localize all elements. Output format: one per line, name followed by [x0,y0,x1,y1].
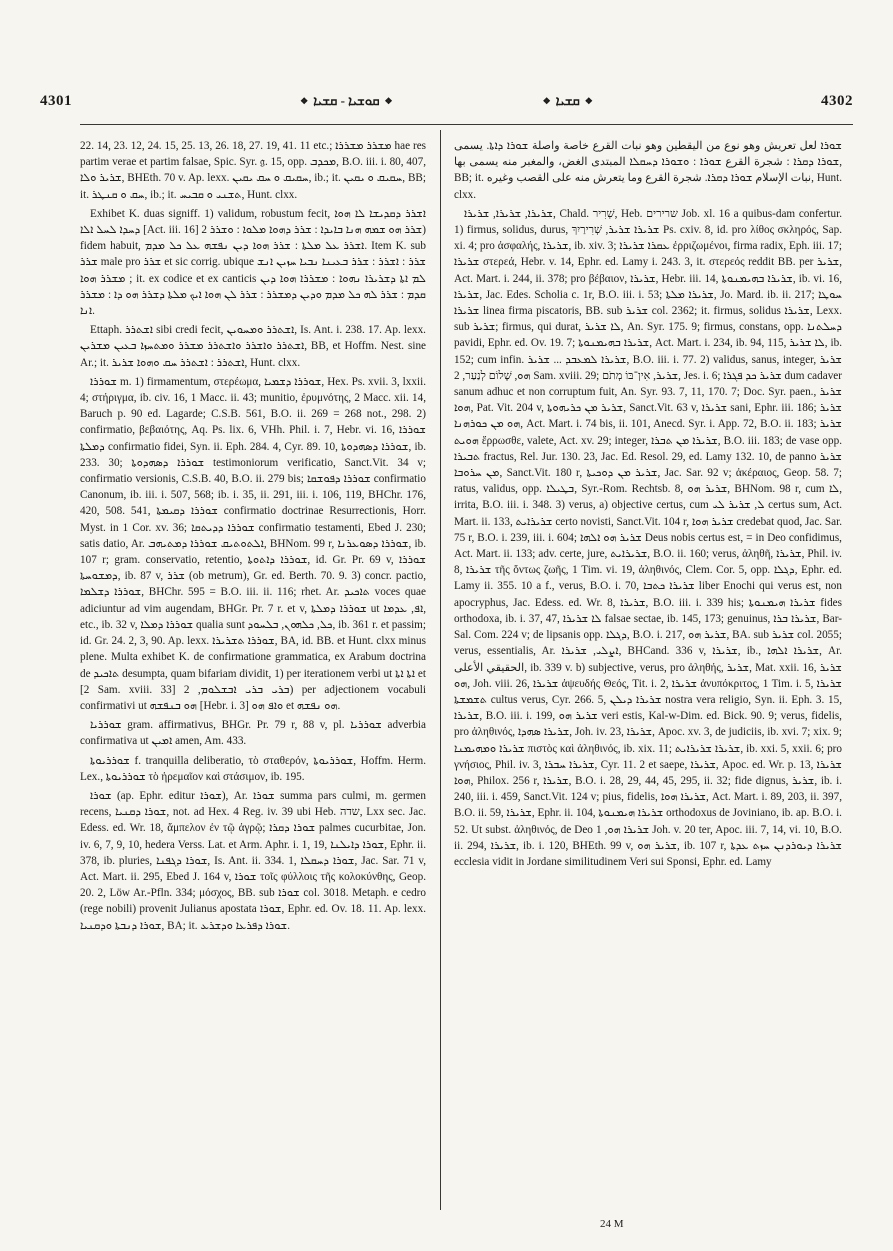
page-header [40,88,853,114]
ornament-icon: ❖ [384,95,393,106]
entry-paragraph: 22. 14, 23. 12, 24. 15, 25. 13, 26. 18, 27. 19, 41. 11 etc.; ܡܫܪܪ ܡܫܪܪܐ hae res partim verae et partim falsae, Spic. Syr. 𝔤. 15, opp. ܡܟܕܒ, B.O. iii. i. 80, 407, ܫܪܝܪ ܘܠܐ, BHEth. 70 v. Ap. lexx. ܚܩܝܩ ܘ ܚܩ ܝܩܝܢ, ib.; it. ܚܩܝܩ ܘ ܝܩܝܢ, BB; it. ܚܩ ܘ ܩܢܛܪ, ib.; it. ܬܫܢܝ ܘ ܩܒܝܚ, Hunt. clxx. [80,140,426,201]
entry-paragraph: ܫܪܝܪܐ, ܫܪܝܪܐ, ܫܪܝܪܐ, Chald. שְׁרִיר, Heb. שרירים Job. xl. 16 a quibus-dam confertur. 1) firmus, solidus, durus, ܫܪܝܪܐ ܫܪܝܪ, שְׁרִירַיִךְ Ps. cxiv. 8, id. pro λίθος σκληρός, Sap. xi. 4; pro ἀσφαλής, ܫܪܝܪܐ, ib. xiv. 3; ܥܩܪܐ ܫܪܝܪܐ ἐρριζωμένοι, firma radix, Eph. iii. 17; ܫܪܝܪܐ στερεά, Hebr. v. 14, Ephr. ed. Lamy i. 243. 3, it. στερεός reddit BB. per ܫܪܝܪ, Act. Mart. i. 244, ii. 378; pro βέβαιον, ܫܪܝܪܐ, Hebr. iii. 14, ܫܪܝܪܐ ܒܗܝܡܢܘܬܐ, ib. vi. 16, ܫܪܝܪܐ, Jac. Edes. Scholia c. 1r, B.O. iii. i. 53; ܫܪܝܪܐ ܡܠܬܐ, Jo. Mard. ib. ii. 217; ܚܘܛܐ ܫܪܝܪܐ linea firma piscatoris, BB. sub ܫܪܝܪ col. 2362; it. firmus, solidus ܫܪܝܪܐ, Lexx. sub ܫܪܝܪ; firmus, qui durat, ܠܐ ܫܪܝܪ, An. Syr. 175. 9; firmus, constans, opp. ܕܚܠܬܢܐ pavidi, Ephr. ed. Ov. 19. 7; ܫܪܝܪܐ ܒܗܝܡܢܘܬܐ, Act. Mart. i. 234, ib. 94, 115, ܠܐ ܫܪܝܪ, ib. 152; cum infin. ܫܪܝܪܐ ܠܡܥܒܕ ... ܫܪܝܪ, B.O. iii. i. 77. 2) validus, sanus, integer, ܫܪܝܪ ܗܘ, שָׁלוֹם לְנַעַר, 2 Sam. xviii. 29; ܫܪܝܪ, אִין־בּוֹ מְתֹם, Jes. i. 6; ܫܪܝܪ ܟܕ ܦܓܪܐ dum cadaver sanum adhuc et non corruptum fuit, An. Syr. 93. 7, 11, 170. 7; Doc. Syr. paen., ܫܪܝܪ ܗܘܐ, Pat. Vit. 204 v, ܫܪܝܪ ܡܢ ܟܪܝܗܘܬܐ, Sanct.Vit. 63 v, ܫܪܝܪܐ sani, Ephr. iii. 186; ܫܪܝܪ ܗܘ ܡܢ ܟܘܪܗܢܐ, Act. Mart. i. 74 bis, ii. 101, Anecd. Syr. i. App. 72, B.O. ii. 183; ܫܪܝܪ ܗܘܝܬ ἔρρωσθε, valete, Act. xv. 29; integer, ܫܪܝܪܐ ܡܢ ܬܒܪܐ, B.O. iii. 183; de vase opp. ܬܒܝܪܐ fractus, Rel. Jur. 130. 23, Jac. Ed. Resol. 29, ed. Lamy 132. 10, de panno ܫܪܝܪ ܡܢ ܚܪܘܒܐ, Sanct.Vit. 180 r, ܫܪܝܪ ܡܢ ܕܘܟܝܬܐ, Jac. Sar. 92 v; ἀκέραιος, Geop. 58. 7; ratus, validus, opp. ܒܛܝܠܐ, Syr.-Rom. Rechtsb. 8, ܫܪܝܪ ܗܘ, BHNom. 98 r, cum ܠܐ, irrita, B.O. iii. i. 348. 3) verus, a) objective certus, cum ܠ, ܫܪܝܪ ܠܝ certus sum, Act. Mart. ii. 133, ܫܪܝܪܐܝܬ certo novisti, Sanct.Vit. 104 r, ܫܪܝܪ ܗܘܐ credebat quod, Jac. Sar. 75 r, B.O. i. 239, iii. i. 604; ܫܪܝܪ ܗܘ ܐܠܗܐ Deus nobis certus est, = in Deo confidimus, Act. Mart. ii. 133; adv. certe, jure, ܫܪܝܪܐܝܬ, B.O. ii. 160; verus, ἀληθῆ, ܫܪܝܪܐ, Phil. iv. 8, ܫܪܝܪܐ τῆς ὄντως ζωῆς, 1 Tim. vi. 19, ἀληθινός, Clem. Cor. 5, opp. ܕܓܠܐ, Ephr. ed. Lamy ii. 355. 10 a f., verus, B.O. i. 70, ܫܪܝܪܐ ܟܬܒܐ liber Enochi qui verus est, non apocryphus, Jac. Edess. ed. Wr. 8, ܫܪܝܪܐ, B.O. iii. i. 339 his; ܫܪܝܪܐ ܗܝܡܢܘܬܐ fides orthodoxa, ib. i. 37, 47, ܠܐ ܫܪܝܪܐ falsae sectae, ib. 145, 173; genuinus, ܫܪܝܪܐ ܒܪܐ, Bar-Sal. Com. 224 v; de lipsanis opp. ܕܓܠܐ, B.O. i. 217, ܫܪܝܪ ܗܘ, BA. sub ܫܪܝܪ col. 2055; verus, essentialis, Ar. ܐܨܠܝ, ܫܪܝܪܐ, BHCand. 336 v, ܫܪܝܪܐ, ib., ܫܪܝܪܐ ܐܠܗܐ, Ar. الحقيقي الأعلى, ib. 339 v. b) subjective, verus, pro ἀληθής, ܫܪܝܪ, Mat. xxii. 16, ܫܪܝܪ ܗܘ, Joh. viii. 26, ܫܪܝܪܐ ἀψευδής Θεός, Tit. i. 2, ܫܪܝܪܐ ἀνυπόκριτος, 1 Tim. i. 5, ܫܪܝܪܐ ܬܫܡܫܬܐ cultus verus, Cyr. 266. 5, ܫܪܝܪܐ ܕܝܠܢ nostra vera religio, Syn. ii. Eph. 3. 15, ܫܪܝܪܐ, B.O. iii. i. 199, ܫܪܝܪ ܗܘ veri estis, Kal-w-Dim. ed. Bick. 90. 9; verus, fidelis, pro ἀληθινός, ܫܪܝܪܐ ܣܗܕܐ, Joh. iv. 23, ܫܪܝܪܐ, Apoc. xv. 3, de judiciis, ib. xvi. 7; xix. 9; ܫܪܝܪܐ ܘܡܗܝܡܢܐ πιστὸς καὶ ἀληθινός, ib. xix. 11; ܫܪܝܪܐ ܫܪܝܪܐܝܬ, ib. xxi. 5, xxii. 6; pro γνήσιος, Phil. iv. 3, ܫܪܝܪܐ ܚܒܪܐ, Cyr. 11. 2 et saepe, ܫܪܝܪܐ, Apoc. ed. Wr. p. 13, ܫܪܝܪܐ ܗܘܐ, Philox. 256 r, ܫܪܝܪܐ, B.O. i. 28, 29, 44, 45, 295, ii. 32; fide dignus, ܫܪܝܪ, ib. i. 240, iii. i. 459, Sanct.Vit. 124 v; pius, fidelis, ܫܪܝܪܐ ܗܘܐ, Act. Mart. i. 89, 203, ii. 397, B.O. ii. 59, ܫܪܝܪܐ, Ephr. ii. 104, ܫܪܝܪܐ ܗܝܡܢܘܬܐ orthodoxus de Joviniano, ib. ap. B.O. i. 52. Ut subst. ἀληθινός, de Deo ܫܪܝܪܐ ܗܘ, 1 Joh. v. 20 ter, Apoc. iii. 7, 14, vi. 10, B.O. ii. 294, ܫܪܝܪܐ, ib. i. 120, BHEth. 99 v, ܫܪܝܪ ܗܘ, ib. 107 r, ܫܪܝܪܐ ܕܝܘܪܕܢܢ ܚܙܬ ܥܕܬܐ ecclesia vidit in Jordane similitudinem Veri sui Sponsi, Ephr. ed. Lamy [454,207,842,868]
right-column [454,138,842,1208]
left-headword-text: ܩܘܫܝܐ ‑ ܩܫܝܐ [313,93,380,108]
left-column-number: 4301 [40,92,72,109]
left-headword [300,93,392,109]
right-headword [543,93,593,109]
right-column-number: 4302 [821,92,853,109]
entry-paragraph: ܫܘܪܪܝܘܬܐ f. tranquilla deliberatio, τὸ σταθερόν, ܫܘܪܪܝܘܬܐ, Hoffm. Herm. Lex., ܫܘܪܪܝܘܬܐ τὸ ἠρεμαῖον καὶ στάσιμον, ib. 195. [80,754,426,783]
left-column [80,138,426,1208]
header-words [300,93,593,109]
right-headword-text: ܩܫܝܐ [555,93,580,108]
entry-paragraph: Exhibet K. duas signiff. 1) validum, robustum fecit, ܐܫܪܪ ܕܩܕܝܫܐ ܠܐ ܗܘܐ ܕܚܕܐ ܠܚܠ ܐܠܐ [Act. iii. 16] ܫܪܪ ܗܘ ܫܡܗ ܗܢܐ ܒܐܝܕܐ : ܫܪܪ ܕܗܘܐ ܡܠܘܐ : ܘܫܪܪ 2) fidem habuit, ܐܫܪܪ ܥܠ ܡܠܬܐ : ܫܪܪ ܗܘܐ ܕܝܢ ܢܦܫܗ ܥܠ ܟܠ ܡܕܡ. Item K. sub ܫܪܪ male pro ܫܪܪ et sic corrig. ubique ܫܪܪ : ܐܫܪܪ : ܫܪܪ ܒܥܝܢܐ ܢܒܝܐ ܚܙܝܢ ܐܢܫ ܡܫܪܪ ܗܘܐ ; it. ex codice et ex canticis ܠܡ ܐܬܐ ܕܫܪܝܪܐ ܢܗܘܐ : ܡܫܪܪܐ ܗܘܐ ܕܝܢ ܩܕܡ : ܫܪܪ ܠܗ ܟܠ ܡܕܡ ܘܕܝܢ ܕܡܫܪܪ : ܫܪܪ ܠܢ ܗܘܐ ܐܝܟ ܡܠܬܐ ܕܫܪܪ ܗܘ ܕܐ : ܡܫܪܪ ܐܢܐ. [80,207,426,318]
printer-signature: 24 M [600,1218,624,1230]
entry-paragraph: ܫܘܪܪܝܐ gram. affirmativus, BHGr. Pr. 79 r, 88 v, pl. ܫܘܪܪܝܐ adverbia confirmativa ut ܐܡܝܢ amen, Am. 433. [80,719,426,748]
entry-paragraph: Ettaph. ܐܫܬܪܪ sibi credi fecit, ܐܫܬܪܪ ܘܡܚܘܝܢ, Is. Ant. i. 238. 17. Ap. lexx. ܐܫܬܪܪ ܘܐܫܪܪ ܘܐܫܬܪܪ ܡܫܪܪ ܘܡܬܚܙܐ ܒܥܝܢ ܡܫܪܝܢ, BB, et Hoffm. Nest. sine Ar.; it. ܐܫܬܪܪ : ܐܫܬܪܪ ܚܩ ܘܗܘܐ ܫܪܝܪ, Hunt. clxx. [80,324,426,369]
ornament-icon: ❖ [542,95,551,106]
ornament-icon: ❖ [300,95,309,106]
header-rule [80,124,853,125]
entry-paragraph: ܫܘܪܐ (ap. Ephr. editur ܫܘܪܐ), Ar. ܫܘܪܐ summa pars culmi, m. germen recens, ܫܘܪܐ ܕܩܢܝܐ, not. ad Hex. 4 Reg. iv. 39 ubi Heb. שדה, Lxx sec. Jac. Edess. ed. Wr. 18, ἄμπελον ἐν τῷ ἀγρῷ; ܫܘܪܐ ܕܩܪܐ palmes cucurbitae, Jon. iv. 6, 7, 9, 10, hedera Verss. Lat. et Arm. Aphr. i. 1, 19, ܫܘܪܐ ܕܐܝܠܢܐ, Ephr. ii. 378, ib. pluries, ܫܘܪܐ ܕܓܦܢܐ, Is. Ant. ii. 334. 1, ܫܘܪܐ ܕܚܩܠܐ, Jac. Sar. 71 v, Act. Mart. ii. 295, Ebed J. 164 v, ܫܘܪܐ τοῖς φύλλοις τῆς κολοκύνθης, Geop. 20. 2, Löw Ar.-Pfln. 334; μόσχος, BB. sub ܫܘܪܐ col. 3018. Metaph. e cedro (rege nobili) provenit Julianus apostata ܫܘܪܐ, Ephr. ed. Ov. 18. 11. Ap. lexx. ܫܘܪܐ ܕܢܒܬܐ ܘܕܩܢܝܐ, BA; it. ܫܘܪܐ ܕܦܪܥܐ ܘܕܫܪܥ. [80,789,426,932]
entry-paragraph: ܫܘܪܪܐ m. 1) firmamentum, στερέωμα, ܫܘܪܪܐ ܕܫܡܝܐ, Hex. Ps. xvii. 3, lxxii. 4; στήριγμα, ib. civ. 16, 1 Macc. ii. 43; munitio, ἐρυμνότης, 2 Macc. xii. 14, Baruch p. 90 ed. Lagarde; C.S.B. 561, B.O. ii. 269 = 268 not., 298. 2) confirmatio, βεβαιότης, Aq. Ps. lix. 6, VHh. Phil. i. 7, Hebr. vi. 16, ܫܘܪܪܐ ܕܡܠܬܐ confirmatio fidei, Syn. ii. Eph. 284. 4, Cyr. 89. 10, ܫܘܪܪܐ ܕܣܗܕܘܬܐ, ib. 233. 30; ܫܘܪܪܐ ܕܣܗܕܘܬܐ testimoniorum verificatio, Sanct.Vit. 34 v; confirmatio versionis, C.S.B. 40, B.O. ii. 279 bis; ܫܘܪܪܐ ܕܦܘܫܩܐ confirmatio Canonum, ib. iii. i. 507, 568; ib. i. 35, ii. 291, iii. i. 106, 119, BHChr. 176, 420, 508. 541, ܫܘܪܪܐ ܕܩܝܡܬܐ confirmatio doctrinae Resurrectionis, Horr. Myst. in 1 Cor. xv. 36; ܫܘܪܪܐ ܕܕܝܬܩܐ confirmatio testamenti, Ebed J. 230; satis datio, Ar. ܐܠܬܘܬܝܩ ܫܘܪܪܐ ܕܡܬܝܗܒ, BHNom. 99 r, ܫܘܪܪܐ ܕܣܘܥܪܢܐ, ib. 107 r; gram. conservatio, retentio, ܫܘܪܪܐ ܕܐܬܘܬܐ, id. Gr. Pr. 69 v, ܫܘܪܪܐ ܕܡܫܘܚܬܐ, ib. 87 v, ܫܪܪ (ob metrum), Gr. ed. Berth. 70. 9. 3) concr. pactio, ܫܘܪܪܐ ܕܫܠܡܐ, BHChr. 595 = B.O. iii. ii. 116; rhet. Ar. ܬܐܟܝܕ voces quae adiciuntur ad vim augendam, BHGr. Pr. 7 r. et v, ܫܘܪܪܐ ܕܡܠܬܐ ut ܐܦ, ܥܕܡܐ, etc., ib. 32 v, ܫܘܪܪܐ ܕܡܠܐ qualia sunt ܟܠ, ܟܠܗܘܢ, ܒܠܚܘܕ, ib. 361 r. et passim; id. Gr. 24. 2, 3, 90. Ap. lexx. ܫܘܪܪܐ ܬܫܪܝܪܐ, BA, id. BB. et Hunt. clxx minus plene. Multa exhibet K. de confirmatione grammatica, ex Arabum doctrina de ܬܐܟܝܕ desumpta, quam bifariam dividit, 1) per iterationem verbi ut ܐܬܐ ܐܬܐ et [2 Sam. xviii. 33] ܒܪܝ ܒܪܝ ܐܒܫܠܘܡ, 2) per adjectionem vocabuli confirmativi ut ܗܘ ܒܢܦܫܗ [Hebr. i. 3] ܘܐܦ ܗܘ et ܗܘ ܢܦܫܗ. [80,375,426,712]
column-divider [440,130,441,1210]
ornament-icon: ❖ [584,95,593,106]
entry-paragraph: ܫܘܪܐ لعل تعريش وهو نوع من اليقطين وهو نبات القرع خاصة واصلة ܫܘܪܐ ܕܐܬܐ. يسمى ܫܘܪܐ ܕܩܪܐ : شجرة القرع ܫܘܪܐ : ܘܫܘܪܐ ܕܚܩܠܐ المبتدى الغض، والمغبر منه يسمى بها, BB; it. نبات الإسلام ܫܘܪܐ ܕܩܪܐ. شجرة القرع وما يتعرش منه على القصب وغيره, Hunt. clxx. [454,140,842,201]
